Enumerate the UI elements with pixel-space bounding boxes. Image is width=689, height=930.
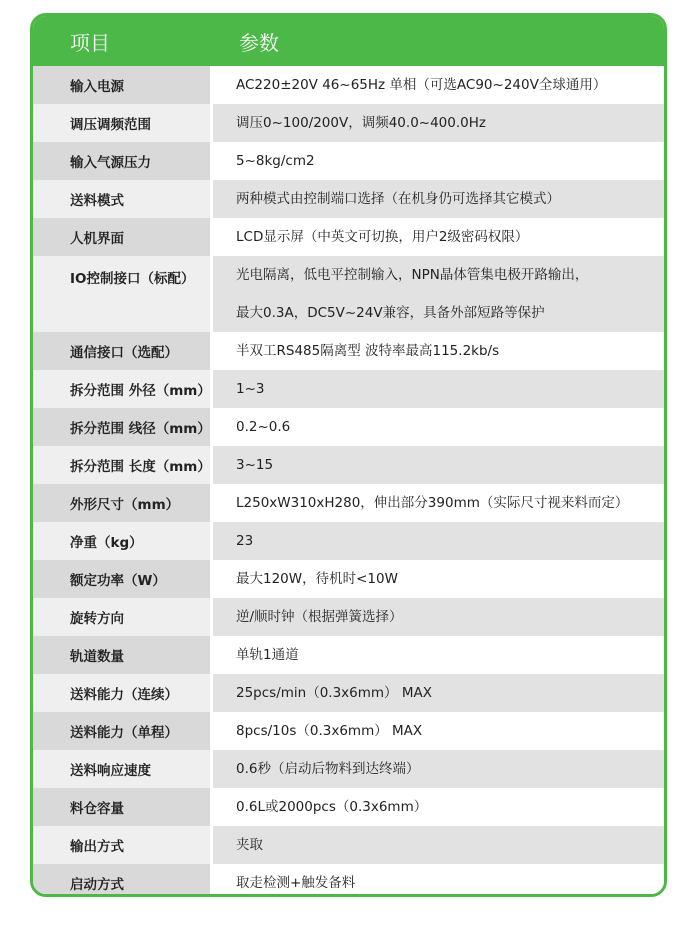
- row-key: 额定功率（W）: [33, 560, 213, 598]
- row-value-cell: [213, 636, 664, 674]
- table-row: [33, 522, 664, 560]
- row-value-line2: 最大0.3A，DC5V~24V兼容，具备外部短路等保护: [236, 305, 545, 321]
- row-key: 送料响应速度: [33, 750, 213, 788]
- row-value-cell: [213, 560, 664, 598]
- row-key: 送料能力（单程）: [33, 712, 213, 750]
- row-value: LCD显示屏（中英文可切换，用户2级密码权限）: [236, 229, 529, 245]
- table-row: [33, 674, 664, 712]
- row-value: 0.6L或2000pcs（0.3x6mm）: [236, 799, 428, 815]
- row-key: 旋转方向: [33, 598, 213, 636]
- table-row: [33, 256, 664, 332]
- row-value: 25pcs/min（0.3x6mm） MAX: [236, 685, 432, 701]
- row-value-cell: [213, 750, 664, 788]
- table-row: [33, 788, 664, 826]
- row-value-cell: [213, 408, 664, 446]
- row-value-cell: [213, 712, 664, 750]
- row-value-cell: [213, 826, 664, 864]
- table-header: [33, 16, 664, 66]
- row-value: 1~3: [236, 381, 265, 397]
- row-key: 拆分范围 外径（mm）: [33, 370, 213, 408]
- table-body: [33, 66, 664, 897]
- row-value: 夹取: [236, 837, 263, 853]
- table-row: [33, 750, 664, 788]
- row-value: 单轨1通道: [236, 647, 299, 663]
- table-row: [33, 560, 664, 598]
- row-value-cell: [213, 674, 664, 712]
- row-key: 净重（kg）: [33, 522, 213, 560]
- table-row: [33, 332, 664, 370]
- table-row: [33, 180, 664, 218]
- row-value: AC220±20V 46~65Hz 单相（可选AC90~240V全球通用）: [236, 77, 607, 93]
- row-value-cell: [213, 256, 664, 332]
- row-key: 轨道数量: [33, 636, 213, 674]
- header-key-label: 项目: [70, 30, 110, 55]
- row-key: 拆分范围 长度（mm）: [33, 446, 213, 484]
- row-value: 调压0~100/200V，调频40.0~400.0Hz: [236, 115, 486, 131]
- row-value-cell: [213, 788, 664, 826]
- row-value-cell: [213, 446, 664, 484]
- table-row: [33, 142, 664, 180]
- row-value-cell: [213, 522, 664, 560]
- table-row: [33, 636, 664, 674]
- row-value: 半双工RS485隔离型 波特率最高115.2kb/s: [236, 343, 500, 359]
- row-key: 输入电源: [33, 66, 213, 104]
- row-key: 输出方式: [33, 826, 213, 864]
- table-row: [33, 598, 664, 636]
- row-value: 23: [236, 533, 254, 549]
- row-key: 送料模式: [33, 180, 213, 218]
- row-key: 启动方式: [33, 864, 213, 897]
- row-value-cell: [213, 142, 664, 180]
- row-value-cell: [213, 66, 664, 104]
- table-row: [33, 408, 664, 446]
- header-value-label: 参数: [239, 30, 279, 55]
- table-row: [33, 484, 664, 522]
- row-value: 最大120W，待机时<10W: [236, 571, 398, 587]
- row-value: L250xW310xH280，伸出部分390mm（实际尺寸视来料而定）: [236, 495, 629, 511]
- row-key: 输入气源压力: [33, 142, 213, 180]
- row-value-cell: [213, 864, 664, 897]
- table-row: [33, 826, 664, 864]
- row-value-cell: [213, 484, 664, 522]
- row-value-cell: [213, 180, 664, 218]
- row-value-cell: [213, 370, 664, 408]
- row-key: 拆分范围 线径（mm）: [33, 408, 213, 446]
- spec-table: [30, 13, 667, 897]
- row-value-cell: [213, 218, 664, 256]
- row-key: 人机界面: [33, 218, 213, 256]
- table-row: [33, 66, 664, 104]
- row-key: 料仓容量: [33, 788, 213, 826]
- table-row: [33, 712, 664, 750]
- row-value: 两种模式由控制端口选择（在机身仍可选择其它模式）: [236, 191, 560, 207]
- row-value: 8pcs/10s（0.3x6mm） MAX: [236, 723, 423, 739]
- row-value: 0.6秒（启动后物料到达终端）: [236, 761, 420, 777]
- row-key: 外形尺寸（mm）: [33, 484, 213, 522]
- table-row: [33, 218, 664, 256]
- row-key: 通信接口（选配）: [33, 332, 213, 370]
- row-key: 送料能力（连续）: [33, 674, 213, 712]
- table-row: [33, 370, 664, 408]
- row-key: IO控制接口（标配）: [33, 256, 213, 332]
- row-value: 3~15: [236, 457, 274, 473]
- row-value-cell: [213, 332, 664, 370]
- table-row: [33, 104, 664, 142]
- row-key: 调压调频范围: [33, 104, 213, 142]
- row-value: 5~8kg/cm2: [236, 153, 315, 169]
- row-value: 光电隔离，低电平控制输入，NPN晶体管集电极开路输出，: [236, 267, 589, 283]
- row-value: 逆/顺时钟（根据弹簧选择）: [236, 609, 403, 625]
- table-row: [33, 446, 664, 484]
- row-value-cell: [213, 104, 664, 142]
- row-value-cell: [213, 598, 664, 636]
- row-value: 0.2~0.6: [236, 419, 291, 435]
- row-value: 取走检测+触发备料: [236, 875, 356, 891]
- table-row: [33, 864, 664, 897]
